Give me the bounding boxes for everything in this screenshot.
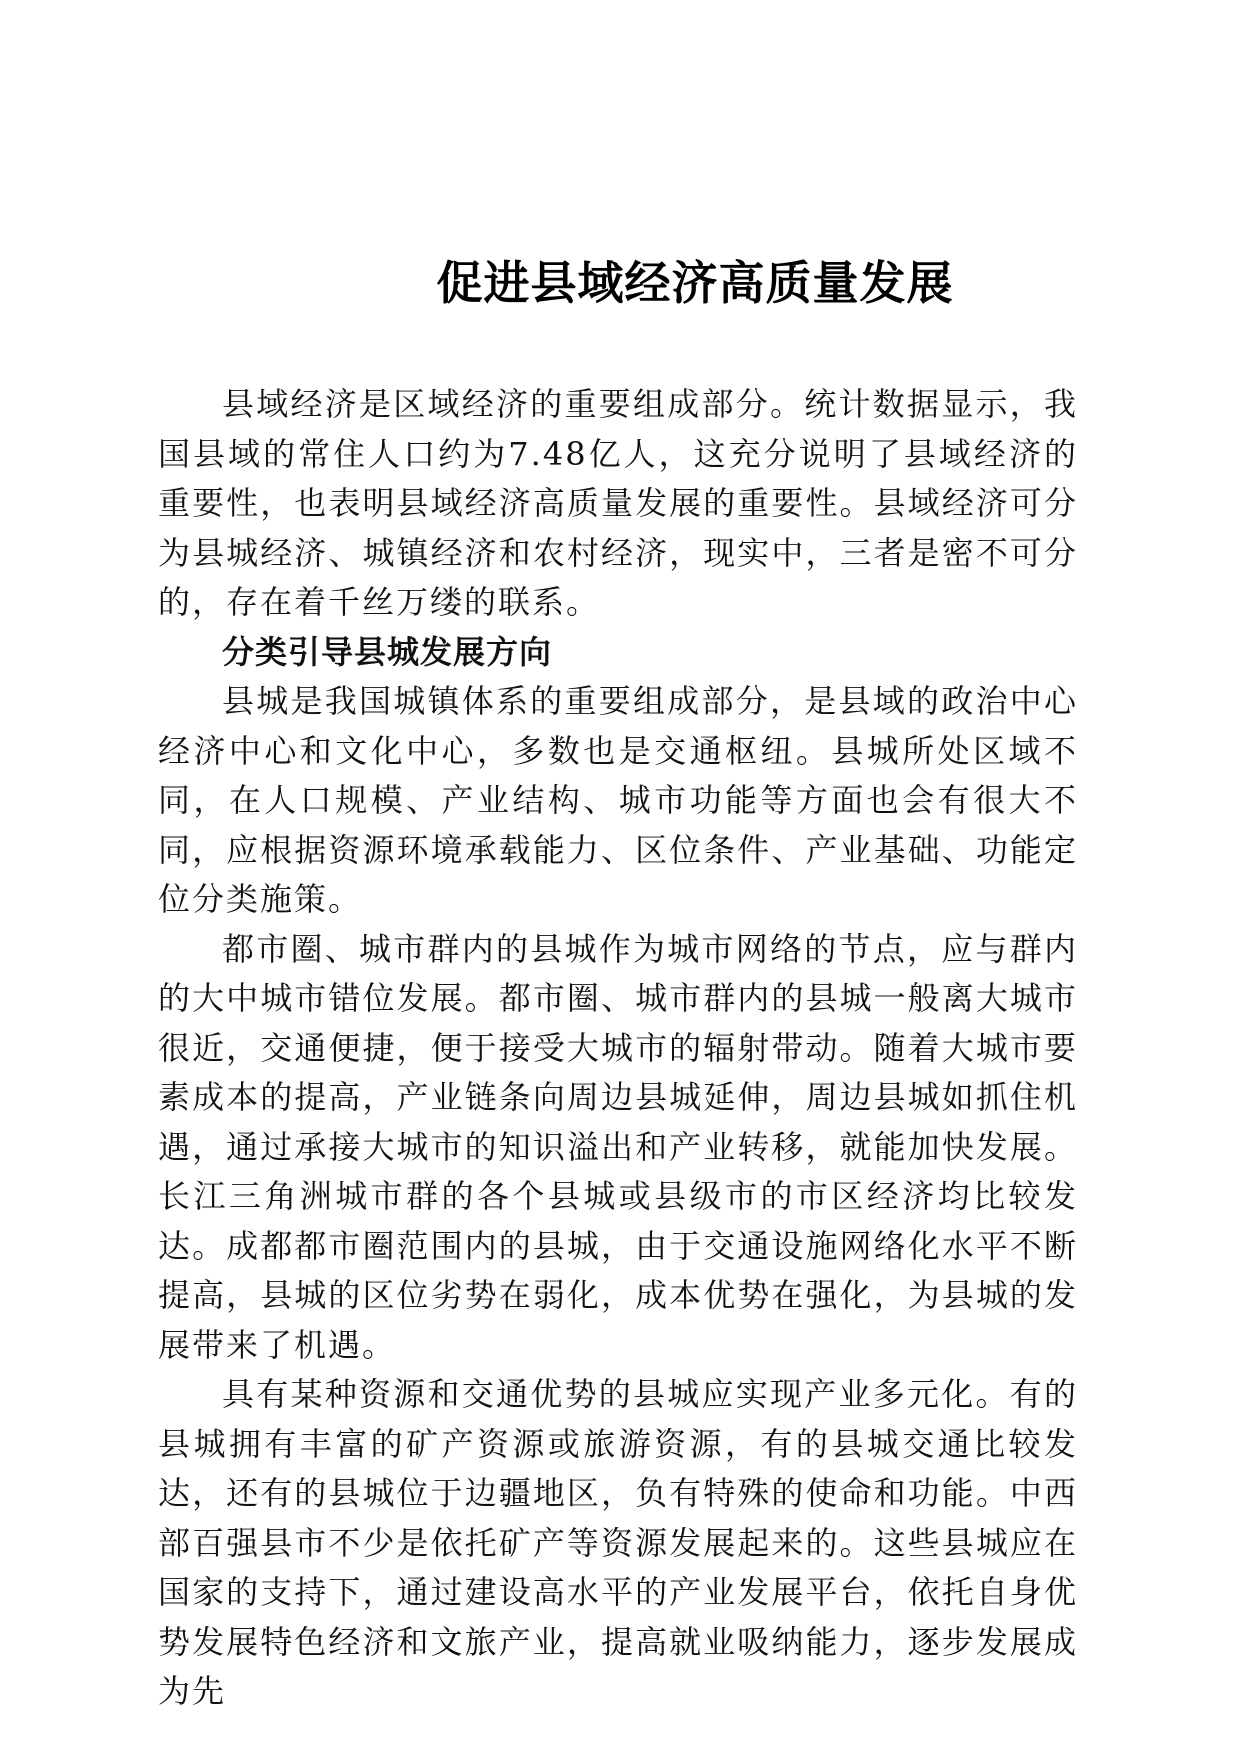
intro-paragraph: 县域经济是区域经济的重要组成部分。统计数据显示，我国县域的常住人口约为7.48亿人，这充分说明了县域经济的重要性，也表明县域经济高质量发展的重要性。县域经济可分为县城经济、城镇经济和农村经济，现实中，三者是密不可分的，存在着千丝万缕的联系。 bbox=[158, 385, 1078, 621]
section-heading: 分类引导县城发展方向 bbox=[222, 632, 553, 671]
document-body bbox=[158, 380, 1078, 1717]
page-title: 促进县域经济高质量发展 bbox=[436, 256, 954, 310]
body-paragraph: 都市圈、城市群内的县城作为城市网络的节点，应与群内的大中城市错位发展。都市圈、城市群内的县城一般离大城市很近，交通便捷，便于接受大城市的辐射带动。随着大城市要素成本的提高，产业链条向周边县城延伸，周边县城如抓住机遇，通过承接大城市的知识溢出和产业转移，就能加快发展。长江三角洲城市群的各个县城或县级市的市区经济均比较发达。成都都市圈范围内的县城，由于交通设施网络化水平不断提高，县城的区位劣势在弱化，成本优势在强化，为县城的发展带来了机遇。 bbox=[158, 929, 1078, 1364]
body-paragraph: 具有某种资源和交通优势的县城应实现产业多元化。有的县城拥有丰富的矿产资源或旅游资源，有的县城交通比较发达，还有的县城位于边疆地区，负有特殊的使命和功能。中西部百强县市不少是依托矿产等资源发展起来的。这些县城应在国家的支持下，通过建设高水平的产业发展平台，依托自身优势发展特色经济和文旅产业，提高就业吸纳能力，逐步发展成为先 bbox=[158, 1375, 1078, 1710]
body-paragraph: 县城是我国城镇体系的重要组成部分，是县域的政治中心经济中心和文化中心，多数也是交通枢纽。县城所处区域不同，在人口规模、产业结构、城市功能等方面也会有很大不同，应根据资源环境承载能力、区位条件、产业基础、功能定位分类施策。 bbox=[158, 682, 1078, 918]
